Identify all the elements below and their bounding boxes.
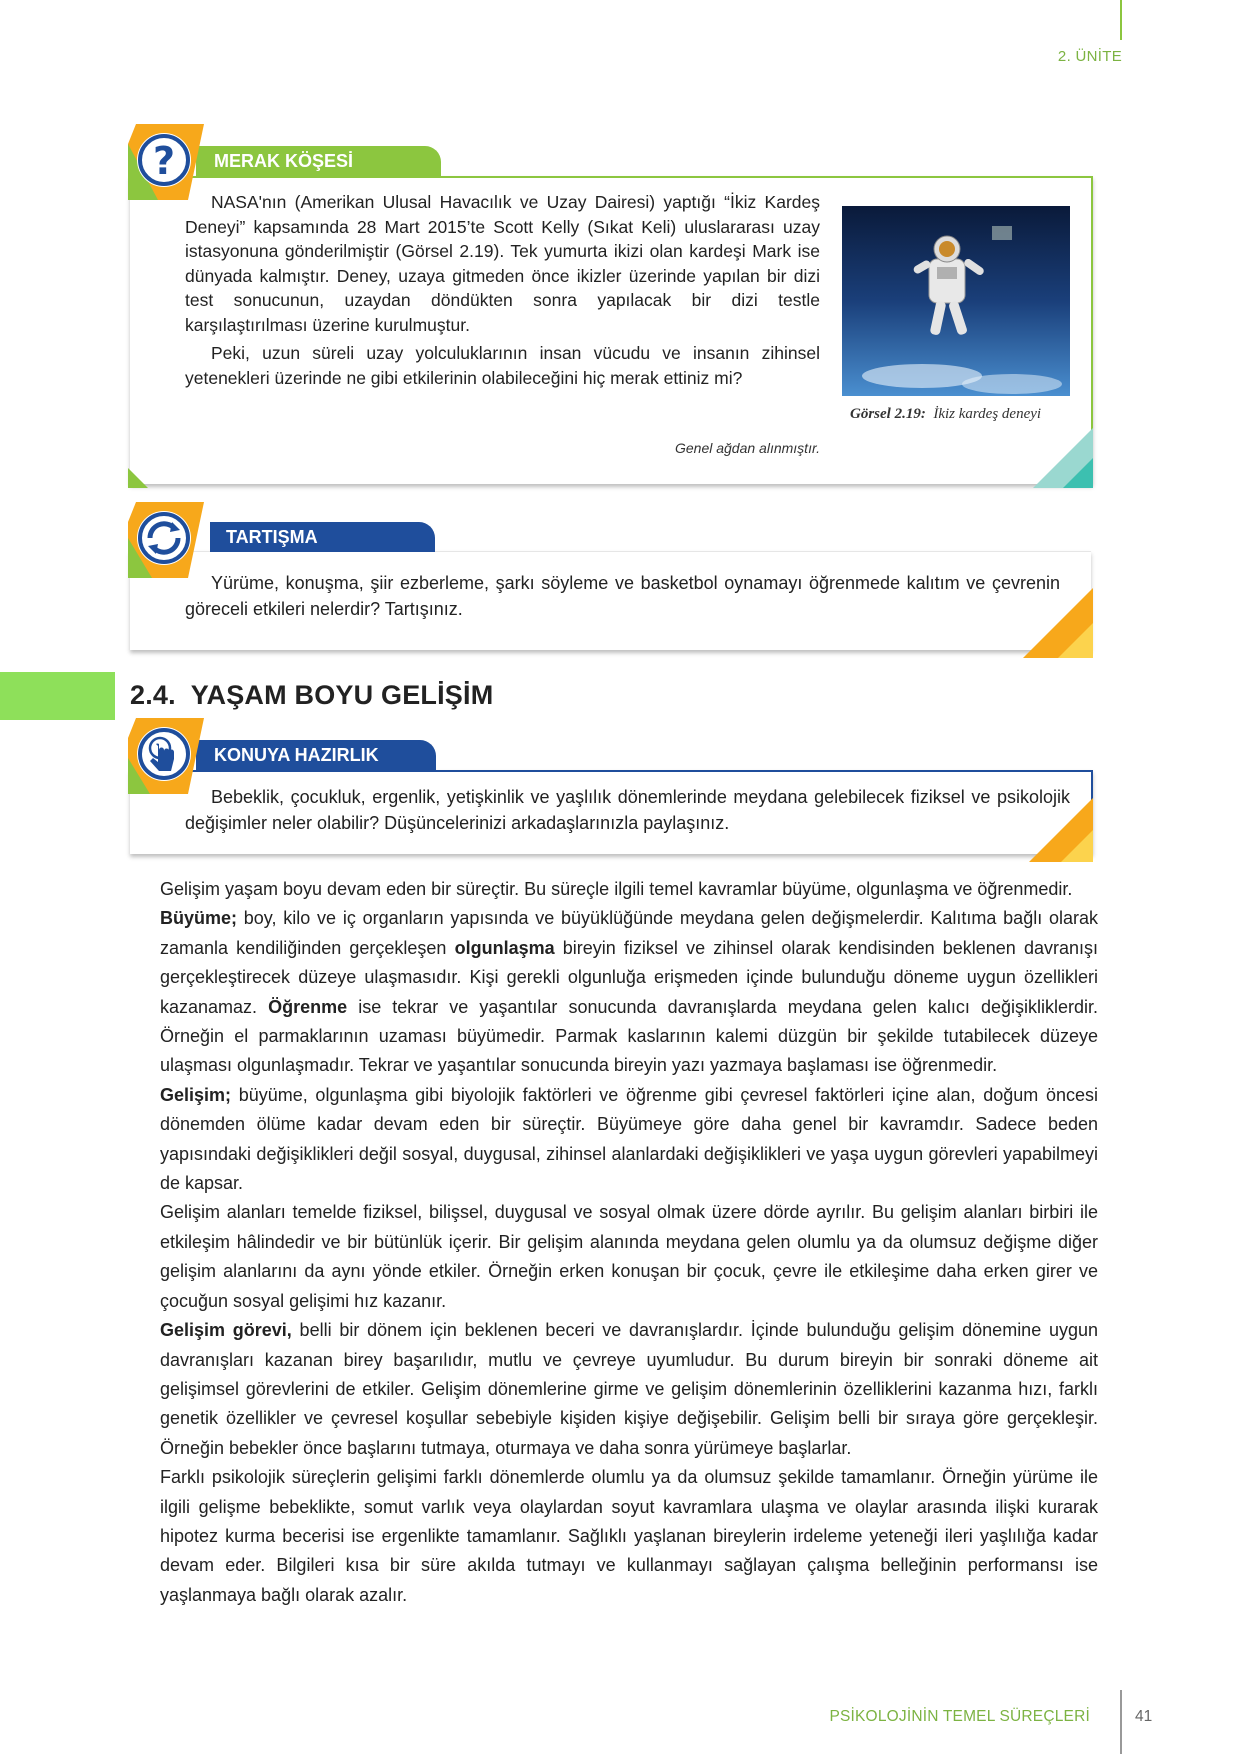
section-title: YAŞAM BOYU GELİŞİM <box>190 680 494 710</box>
section-heading <box>130 680 493 711</box>
merak-text <box>185 190 820 390</box>
tartisma-title: TARTIŞMA <box>210 522 435 552</box>
body-paragraph-5: Gelişim görevi, belli bir dönem için beklenen beceri ve davranışlardır. İçinde bulunduğu gelişim dönemine uygun davranışları kazanan birey başarılıdır, mutlu ve çevreye uyumludur. Bu durum bireyin bir sonraki döneme ait gelişimsel görevlerini de etkiler. Gelişim dönemlerine girme ve gelişim dönemlerinin özelliklerini kazanma hızı, farklı genetik özellikler ve çevresel koşullar sebebiyle kişiden kişiye değişebilir. Gelişim belli bir sıraya göre gerçekleşir. Örneğin bebekler önce başlarını tutmaya, oturmaya ve daha sonra yürümeye başlarlar. <box>160 1320 1099 1458</box>
term-gelisim: Gelişim; <box>160 1084 232 1105</box>
body-paragraph-1: Gelişim yaşam boyu devam eden bir süreçtir. Bu süreçle ilgili temel kavramlar büyüme, olgunlaşma ve öğrenmedir. <box>160 879 1073 899</box>
body-paragraph-2: Büyüme; boy, kilo ve iç organların yapısında ve büyüklüğünde meydana gelen değişmelerdir. Kalıtıma bağlı olarak zamanla kendiliğinden gerçekleşen olgunlaşma bireyin fiziksel ve zihinsel olarak kendisinden beklenen davranışı gerçekleştirecek düzeye ulaşmasıdır. Kişi gerekli olgunluğa erişmeden içinde bulunduğu döneme uygun özellikleri kazanamaz. Öğrenme ise tekrar ve yaşantılar sonucunda davranışlarda meydana gelen kalıcı değişikliklerdir. Örneğin el parmaklarının uzaması büyümedir. Parmak kaslarının kalemi düzgün bir şekilde tutabilecek düzeye ulaşması olgunlaşmadır. Tekrar ve yaşantılar sonucunda bireyin yazı yazmaya başlaması ise öğrenmedir. <box>160 908 1098 1076</box>
tartisma-box <box>130 551 1091 650</box>
corner-decor <box>1033 428 1093 488</box>
term-ogrenme: Öğrenme <box>268 996 348 1017</box>
footer-book-title: PSİKOLOJİNİN TEMEL SÜREÇLERİ <box>829 1708 1090 1725</box>
merak-title: MERAK KÖŞESİ <box>196 146 441 176</box>
merak-paragraph-2: Peki, uzun süreli uzay yolculuklarının insan vücudu ve insanın zihinsel yetenekleri üzerinde ne gibi etkilerinin olabileceğini hiç merak ettiniz mi? <box>185 343 820 388</box>
term-olgunlasma: olgunlaşma <box>454 937 555 958</box>
section-marker <box>0 672 115 720</box>
caption-text: İkiz kardeş deneyi <box>933 406 1042 422</box>
merak-paragraph-1: NASA'nın (Amerikan Ulusal Havacılık ve Uzay Dairesi) yaptığı “İkiz Kardeş Deneyi” kapsamında 28 Mart 2015’te Scott Kelly (Sıkat Keli) uluslararası uzay istasyonuna gönderilmiştir (Görsel 2.19). Tek yumurta ikizi olan kardeşi Mark ise dünyada kalmıştır. Deney, uzaya gitmeden önce ikizler üzerinde yapılan bir dizi test sonucunun, uzaydan döndükten sonra yapılacak bir dizi testle karşılaştırılması üzerine kurulmuştur. <box>185 192 820 335</box>
discussion-icon <box>128 502 204 578</box>
touch-icon <box>128 718 204 794</box>
konuya-title: KONUYA HAZIRLIK <box>196 740 436 770</box>
konuya-text: Bebeklik, çocukluk, ergenlik, yetişkinlik ve yaşlılık dönemlerinde meydana gelebilecek fiziksel ve psikolojik değişimler neler olabilir? Düşüncelerinizi arkadaşlarınızla paylaşınız. <box>185 787 1070 833</box>
page-number: 41 <box>1135 1708 1153 1725</box>
caption-label: Görsel 2.19: <box>850 406 926 422</box>
body-paragraph-6: Farklı psikolojik süreçlerin gelişimi farklı dönemlerde olumlu ya da olumsuz şekilde tamamlanır. Örneğin yürüme ile ilgili gelişme bebeklikte, somut varlık veya olaylardan soyut kavramlara ulaşma ve olaylar arasında ilişki kurarak hipotez kurma becerisi ise ergenlikte tamamlanır. Sağlıklı yaşlanan bireylerin irdeleme yeteneği ileri yaşlılığa kadar devam eder. Bilgileri kısa bir süre akılda tutmayı ve kullanmayı sağlayan çalışma belleğinin performansı ise yaşlanmaya bağlı olarak azalır. <box>160 1467 1098 1605</box>
corner-decor <box>128 468 148 488</box>
svg-text:?: ? <box>152 139 176 183</box>
body-paragraph-3: Gelişim; büyüme, olgunlaşma gibi biyolojik faktörleri ve öğrenme gibi çevresel faktörleri içine alan, doğum öncesi dönemden ölüme kadar devam eden bir süreçtir. Büyümeye göre daha genel bir kavramdır. Sadece beden yapısındaki değişiklikleri değil sosyal, duygusal, zihinsel alanlardaki değişiklikleri ve yaşa uygun görevleri yapabilmeyi de kapsar. <box>160 1084 1098 1194</box>
image-caption <box>850 406 1041 423</box>
konuya-hazirlik-box <box>130 770 1093 854</box>
header-rule <box>1120 0 1122 40</box>
section-number: 2.4. <box>130 680 176 710</box>
body-paragraph-4: Gelişim alanları temelde fiziksel, bilişsel, duygusal ve sosyal olmak üzere dörde ayrılır. Bu gelişim alanları birbiri ile etkileşim hâlindedir ve bir bütünlük içerir. Bir gelişim alanında meydana gelen olumlu ya da olumsuz değişme diğer gelişim alanlarını da aynı yönde etkiler. Örneğin erken konuşan bir çocuk, çevre ile etkileşime daha erken girer ve çocuğun sosyal gelişimi hız kazanır. <box>160 1202 1098 1311</box>
footer-divider <box>1120 1690 1122 1754</box>
tartisma-text: Yürüme, konuşma, şiir ezberleme, şarkı söyleme ve basketbol oynamayı öğrenmede kalıtım ve çevrenin göreceli etkileri nelerdir? Tartışınız. <box>185 573 1060 619</box>
merak-source: Genel ağdan alınmıştır. <box>674 440 820 456</box>
question-icon <box>128 124 204 200</box>
unit-label: 2. ÜNİTE <box>1057 48 1122 65</box>
merak-kosesi-box <box>130 176 1093 484</box>
body-text <box>160 875 1098 1610</box>
astronaut-image <box>842 206 1070 396</box>
term-gelisim-gorevi: Gelişim görevi, <box>160 1320 292 1341</box>
term-buyume: Büyüme; <box>160 908 238 929</box>
